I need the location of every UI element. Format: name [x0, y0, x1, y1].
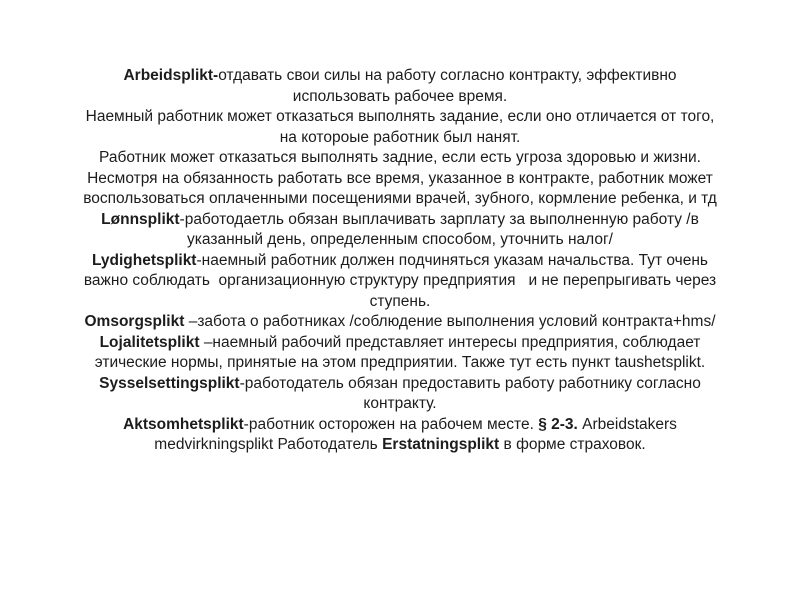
- slide-text-block: [75, 66, 725, 456]
- text-segment: -работник осторожен на рабочем месте.: [243, 415, 539, 433]
- bold-term: Arbeidsplikt-: [123, 67, 219, 84]
- slide-paragraph: [75, 148, 725, 169]
- slide-paragraph: [75, 374, 725, 415]
- text-segment: Работник может отказаться выполнять задние, если есть угроза здоровью и жизни.: [99, 149, 701, 166]
- text-segment: -работодаетль обязан выплачивать зарплату за выполненную работу /в указанный день, определенным способом, уточнить налог/: [179, 210, 704, 248]
- text-segment: в форме страховок.: [499, 436, 646, 453]
- slide-paragraph: [75, 415, 725, 456]
- text-segment: Несмотря на обязанность работать все время, указанное в контракте, работник может воспользоваться оплаченными посещениями врачей, зубного, кормление ребенка, и тд: [83, 169, 718, 207]
- text-segment: Наемный работник может отказаться выполнять задание, если оно отличается от того, на котороые работник был нанят.: [85, 108, 719, 146]
- text-segment: -наемный работник должен подчиняться указам начальства. Тут очень важно соблюдать организационную структуру предприятия и не перепрыгивать через ступень.: [83, 251, 721, 310]
- slide-paragraph: [75, 312, 725, 333]
- slide-paragraph: [75, 107, 725, 148]
- bold-term: Omsorgsplikt: [84, 313, 189, 330]
- slide-paragraph: [75, 210, 725, 251]
- text-segment: отдавать свои силы на работу согласно контракту, эффективно использовать рабочее время.: [218, 67, 681, 105]
- bold-term: Lojalitetsplikt: [99, 333, 204, 351]
- text-segment: –наемный рабочий представляет интересы предприятия, соблюдает этические нормы, принятые на этом предприятии. Также тут есть пункт taushetsplikt.: [94, 333, 706, 371]
- text-segment: -работодатель обязан предоставить работу работнику согласно контракту.: [239, 374, 706, 412]
- text-segment: –забота о работниках /соблюдение выполнения условий контракта+hms/: [188, 313, 716, 330]
- bold-term: Erstatningsplikt: [382, 436, 500, 453]
- bold-term: § 2-3.: [538, 415, 578, 433]
- text-segment: Arbeidstakers medvirkningsplikt Работодатель: [154, 415, 682, 453]
- bold-term: Sysselsettingsplikt: [99, 374, 240, 392]
- slide-paragraph: [75, 333, 725, 374]
- slide-paragraph: [75, 169, 725, 210]
- slide-paragraph: [75, 66, 725, 107]
- slide-paragraph: [75, 251, 725, 313]
- bold-term: Lydighetsplikt: [91, 251, 197, 269]
- bold-term: Aktsomhetsplikt: [123, 415, 244, 433]
- bold-term: Lønnsplikt: [101, 210, 180, 228]
